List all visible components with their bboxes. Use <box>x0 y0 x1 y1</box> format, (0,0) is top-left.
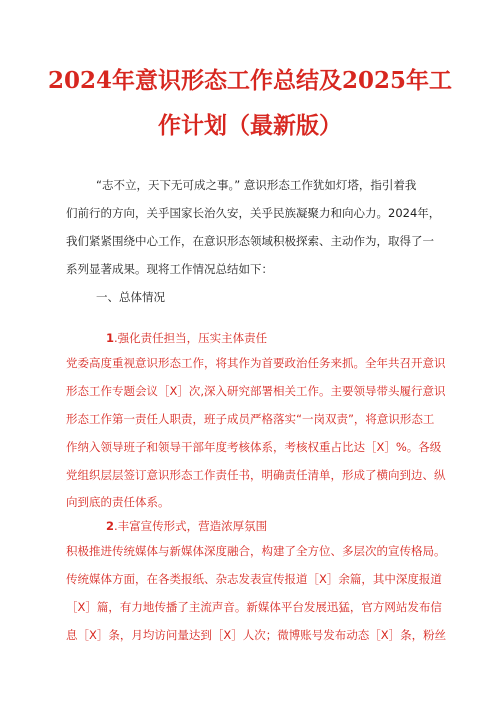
subsection-title: .丰富宣传形式，营造浓厚氛围 <box>114 519 268 533</box>
subsection-number: 1 <box>106 331 115 345</box>
paragraph-line: 党组织层层签订意识形态工作责任书，明确责任清单，形成了横向到边、纵 <box>66 468 446 482</box>
paragraph-line: 作纳入领导班子和领导干部年度考核体系，考核权重占比达［X］%。各级 <box>66 440 442 454</box>
intro-line: 系列显著成果。现将工作情况总结如下： <box>66 262 273 276</box>
paragraph-line: 形态工作第一责任人职责，班子成员严格落实“一岗双责”，将意识形态工 <box>66 412 435 426</box>
subsection-title: .强化责任担当，压实主体责任 <box>114 331 268 345</box>
subsection-heading <box>106 330 267 346</box>
paragraph-line: ［X］篇，有力地传播了主流声音。新媒体平台发展迅猛，官方网站发布信 <box>66 600 442 614</box>
paragraph-line: 积极推进传统媒体与新媒体深度融合，构建了全方位、多层次的宣传格局。 <box>66 544 446 558</box>
paragraph-line: 传统媒体方面，在各类报纸、杂志发表宣传报道［X］余篇，其中深度报道 <box>66 572 442 586</box>
intro-line: 我们紧紧围绕中心工作，在意识形态领域积极探索、主动作为，取得了一 <box>66 234 434 248</box>
document-title-line-1: 2024年意识形态工作总结及2025年工 <box>47 67 453 94</box>
subsection-heading <box>106 518 267 534</box>
document-title-line-2: 作计划（最新版） <box>158 112 342 139</box>
intro-line: “志不立，天下无可成之事。” 意识形态工作犹如灯塔，指引着我 <box>96 178 417 192</box>
intro-line: 们前行的方向，关乎国家长治久安，关乎民族凝聚力和向心力。2024年， <box>66 206 441 220</box>
paragraph-line: 形态工作专题会议［X］次,深入研究部署相关工作。主要领导带头履行意识 <box>66 384 446 398</box>
subsection-number: 2 <box>106 519 115 533</box>
section-heading: 一、总体情况 <box>96 290 165 304</box>
paragraph-line: 息［X］条，月均访问量达到［X］人次；微博账号发布动态［X］条，粉丝 <box>66 628 447 642</box>
paragraph-line: 党委高度重视意识形态工作，将其作为首要政治任务来抓。全年共召开意识 <box>66 356 446 370</box>
paragraph-line: 向到底的责任体系。 <box>66 495 170 509</box>
